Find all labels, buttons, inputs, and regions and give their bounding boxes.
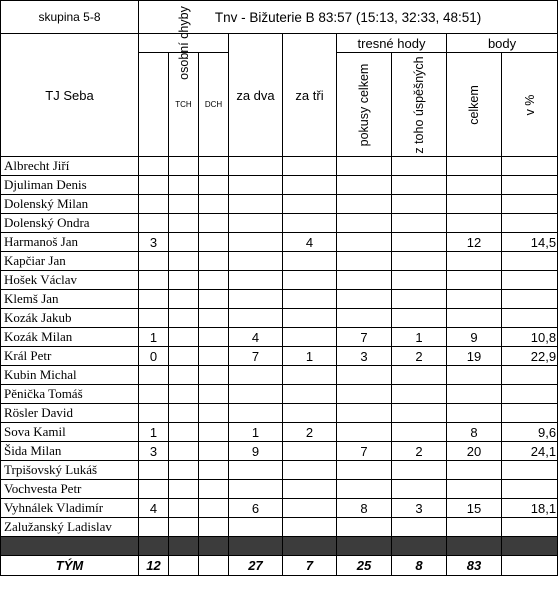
player-points (447, 214, 502, 233)
player-three (283, 328, 337, 347)
player-fta (337, 480, 392, 499)
player-name: Pěnička Tomáš (1, 385, 139, 404)
player-fouls (139, 176, 169, 195)
player-name: Dolenský Ondra (1, 214, 139, 233)
player-dch (199, 214, 229, 233)
player-fouls: 0 (139, 347, 169, 366)
player-fouls: 1 (139, 328, 169, 347)
player-points (447, 252, 502, 271)
player-tch (169, 309, 199, 328)
player-two (229, 252, 283, 271)
player-tch (169, 157, 199, 176)
total-fta: 25 (337, 556, 392, 576)
player-points: 20 (447, 442, 502, 461)
player-row (1, 442, 558, 461)
player-fta: 3 (337, 347, 392, 366)
player-name: Zalužanský Ladislav (1, 518, 139, 537)
player-pct: 14,5 (502, 233, 558, 252)
player-points (447, 290, 502, 309)
three-point-header: za tři (283, 34, 337, 157)
player-row (1, 271, 558, 290)
player-two (229, 195, 283, 214)
player-tch (169, 176, 199, 195)
player-tch (169, 233, 199, 252)
player-three: 1 (283, 347, 337, 366)
match-title: Tnv - Bižuterie B 83:57 (15:13, 32:33, 48:51) (139, 1, 558, 34)
player-points (447, 271, 502, 290)
player-row (1, 214, 558, 233)
player-dch (199, 347, 229, 366)
player-fta (337, 309, 392, 328)
player-name: Kubin Michal (1, 366, 139, 385)
player-tch (169, 214, 199, 233)
player-pct (502, 309, 558, 328)
player-dch (199, 518, 229, 537)
player-ftm (392, 518, 447, 537)
player-two: 6 (229, 499, 283, 518)
player-pct (502, 518, 558, 537)
player-dch (199, 328, 229, 347)
total-fouls: 12 (139, 556, 169, 576)
player-pct (502, 480, 558, 499)
player-fouls (139, 214, 169, 233)
total-label: TÝM (1, 556, 139, 576)
player-two (229, 290, 283, 309)
player-fouls (139, 195, 169, 214)
player-three (283, 404, 337, 423)
player-pct (502, 461, 558, 480)
player-fta: 8 (337, 499, 392, 518)
player-three (283, 214, 337, 233)
dch-header: DCH (199, 53, 229, 157)
player-ftm (392, 461, 447, 480)
player-name: Djuliman Denis (1, 176, 139, 195)
player-points: 15 (447, 499, 502, 518)
player-two (229, 157, 283, 176)
player-tch (169, 271, 199, 290)
player-ftm (392, 404, 447, 423)
player-tch (169, 442, 199, 461)
player-three (283, 176, 337, 195)
player-three (283, 442, 337, 461)
player-pct (502, 214, 558, 233)
player-row (1, 347, 558, 366)
player-name: Vochvesta Petr (1, 480, 139, 499)
player-tch (169, 385, 199, 404)
player-points (447, 176, 502, 195)
total-two: 27 (229, 556, 283, 576)
player-three (283, 461, 337, 480)
player-points (447, 385, 502, 404)
player-points: 19 (447, 347, 502, 366)
player-name: Dolenský Milan (1, 195, 139, 214)
player-fouls: 3 (139, 233, 169, 252)
player-name: Král Petr (1, 347, 139, 366)
player-row (1, 461, 558, 480)
player-name: Šida Milan (1, 442, 139, 461)
player-fta (337, 233, 392, 252)
separator-row (1, 537, 558, 556)
player-pct: 18,1 (502, 499, 558, 518)
player-pct (502, 404, 558, 423)
player-row (1, 404, 558, 423)
player-ftm (392, 176, 447, 195)
total-ftm: 8 (392, 556, 447, 576)
player-row (1, 157, 558, 176)
player-dch (199, 442, 229, 461)
player-dch (199, 385, 229, 404)
player-two (229, 176, 283, 195)
player-pct (502, 157, 558, 176)
player-name: Albrecht Jiří (1, 157, 139, 176)
player-tch (169, 366, 199, 385)
player-ftm (392, 480, 447, 499)
player-name: Klemš Jan (1, 290, 139, 309)
player-fta (337, 214, 392, 233)
player-tch (169, 252, 199, 271)
player-fouls (139, 157, 169, 176)
player-three (283, 271, 337, 290)
player-fta: 7 (337, 442, 392, 461)
player-pct (502, 385, 558, 404)
player-pct: 10,8 (502, 328, 558, 347)
player-fouls (139, 366, 169, 385)
player-three (283, 385, 337, 404)
player-dch (199, 480, 229, 499)
player-fouls: 1 (139, 423, 169, 442)
player-two (229, 518, 283, 537)
player-fta (337, 385, 392, 404)
player-three (283, 480, 337, 499)
player-points (447, 461, 502, 480)
total-three: 7 (283, 556, 337, 576)
player-two: 1 (229, 423, 283, 442)
player-three: 2 (283, 423, 337, 442)
player-row (1, 252, 558, 271)
player-ftm: 3 (392, 499, 447, 518)
player-row (1, 309, 558, 328)
player-fouls: 4 (139, 499, 169, 518)
player-pct (502, 290, 558, 309)
player-ftm (392, 195, 447, 214)
player-dch (199, 290, 229, 309)
player-tch (169, 290, 199, 309)
player-fouls (139, 290, 169, 309)
player-row (1, 290, 558, 309)
player-row (1, 423, 558, 442)
player-fouls (139, 404, 169, 423)
player-name: Trpišovský Lukáš (1, 461, 139, 480)
player-fta (337, 157, 392, 176)
player-dch (199, 271, 229, 290)
player-ftm (392, 423, 447, 442)
player-tch (169, 461, 199, 480)
player-row (1, 385, 558, 404)
player-ftm (392, 157, 447, 176)
player-name: Hošek Václav (1, 271, 139, 290)
player-ftm: 1 (392, 328, 447, 347)
player-fta (337, 176, 392, 195)
points-pct-header: v % (502, 53, 558, 157)
total-points: 83 (447, 556, 502, 576)
player-ftm: 2 (392, 347, 447, 366)
player-row (1, 480, 558, 499)
player-name: Harmanoš Jan (1, 233, 139, 252)
player-dch (199, 404, 229, 423)
player-name: Kozák Jakub (1, 309, 139, 328)
player-two (229, 480, 283, 499)
group-label: skupina 5-8 (1, 1, 139, 34)
player-fta (337, 195, 392, 214)
player-fta (337, 461, 392, 480)
player-points (447, 309, 502, 328)
player-pct (502, 176, 558, 195)
player-three: 4 (283, 233, 337, 252)
total-pct (502, 556, 558, 576)
player-ftm (392, 366, 447, 385)
player-points (447, 518, 502, 537)
player-tch (169, 499, 199, 518)
player-name: Sova Kamil (1, 423, 139, 442)
player-dch (199, 176, 229, 195)
player-three (283, 309, 337, 328)
player-name: Kapčiar Jan (1, 252, 139, 271)
player-fta (337, 423, 392, 442)
total-row (1, 556, 558, 576)
player-fta: 7 (337, 328, 392, 347)
player-ftm (392, 214, 447, 233)
points-total-header: celkem (447, 53, 502, 157)
tch-header: TCH (169, 53, 199, 157)
ft-made-header: z toho úspěšných (392, 53, 447, 157)
player-dch (199, 157, 229, 176)
player-points (447, 157, 502, 176)
player-dch (199, 423, 229, 442)
player-two (229, 366, 283, 385)
player-dch (199, 195, 229, 214)
free-throws-header: tresné hody (337, 34, 447, 53)
player-fouls (139, 385, 169, 404)
player-fta (337, 252, 392, 271)
player-row (1, 176, 558, 195)
player-fta (337, 404, 392, 423)
player-two (229, 233, 283, 252)
player-pct (502, 271, 558, 290)
player-three (283, 157, 337, 176)
player-fouls (139, 480, 169, 499)
ft-attempts-header: pokusy celkem (337, 53, 392, 157)
player-tch (169, 404, 199, 423)
player-dch (199, 252, 229, 271)
player-name: Kozák Milan (1, 328, 139, 347)
player-fouls: 3 (139, 442, 169, 461)
player-two: 4 (229, 328, 283, 347)
player-tch (169, 328, 199, 347)
player-two (229, 461, 283, 480)
player-ftm (392, 233, 447, 252)
player-pct (502, 252, 558, 271)
player-ftm (392, 309, 447, 328)
points-header: body (447, 34, 558, 53)
player-two (229, 309, 283, 328)
player-two (229, 404, 283, 423)
player-points: 12 (447, 233, 502, 252)
player-three (283, 499, 337, 518)
player-row (1, 518, 558, 537)
player-pct (502, 366, 558, 385)
player-row (1, 233, 558, 252)
player-points (447, 480, 502, 499)
player-dch (199, 366, 229, 385)
team-name: TJ Seba (1, 34, 139, 157)
player-dch (199, 499, 229, 518)
player-ftm (392, 252, 447, 271)
player-points (447, 366, 502, 385)
player-fouls (139, 309, 169, 328)
total-dch (199, 556, 229, 576)
player-two (229, 385, 283, 404)
total-tch (169, 556, 199, 576)
player-three (283, 366, 337, 385)
player-points: 9 (447, 328, 502, 347)
player-points: 8 (447, 423, 502, 442)
player-fouls (139, 271, 169, 290)
player-points (447, 195, 502, 214)
player-ftm (392, 290, 447, 309)
player-three (283, 290, 337, 309)
player-dch (199, 233, 229, 252)
player-row (1, 328, 558, 347)
personal-fouls-header: osobní chyby (139, 34, 229, 53)
player-three (283, 195, 337, 214)
player-fta (337, 518, 392, 537)
player-pct: 9,6 (502, 423, 558, 442)
player-tch (169, 423, 199, 442)
player-fta (337, 290, 392, 309)
player-row (1, 499, 558, 518)
player-ftm: 2 (392, 442, 447, 461)
player-three (283, 518, 337, 537)
player-pct (502, 195, 558, 214)
player-name: Rösler David (1, 404, 139, 423)
player-ftm (392, 385, 447, 404)
two-point-header: za dva (229, 34, 283, 157)
player-ftm (392, 271, 447, 290)
player-three (283, 252, 337, 271)
player-pct: 22,9 (502, 347, 558, 366)
player-pct: 24,1 (502, 442, 558, 461)
player-tch (169, 347, 199, 366)
player-row (1, 195, 558, 214)
player-two (229, 214, 283, 233)
player-fouls (139, 518, 169, 537)
player-dch (199, 309, 229, 328)
player-two: 9 (229, 442, 283, 461)
player-tch (169, 480, 199, 499)
player-tch (169, 195, 199, 214)
player-tch (169, 518, 199, 537)
fouls-blank-header (139, 53, 169, 157)
player-two: 7 (229, 347, 283, 366)
player-fouls (139, 252, 169, 271)
player-fta (337, 366, 392, 385)
player-dch (199, 461, 229, 480)
player-points (447, 404, 502, 423)
player-fta (337, 271, 392, 290)
player-row (1, 366, 558, 385)
player-name: Vyhnálek Vladimír (1, 499, 139, 518)
player-fouls (139, 461, 169, 480)
player-two (229, 271, 283, 290)
